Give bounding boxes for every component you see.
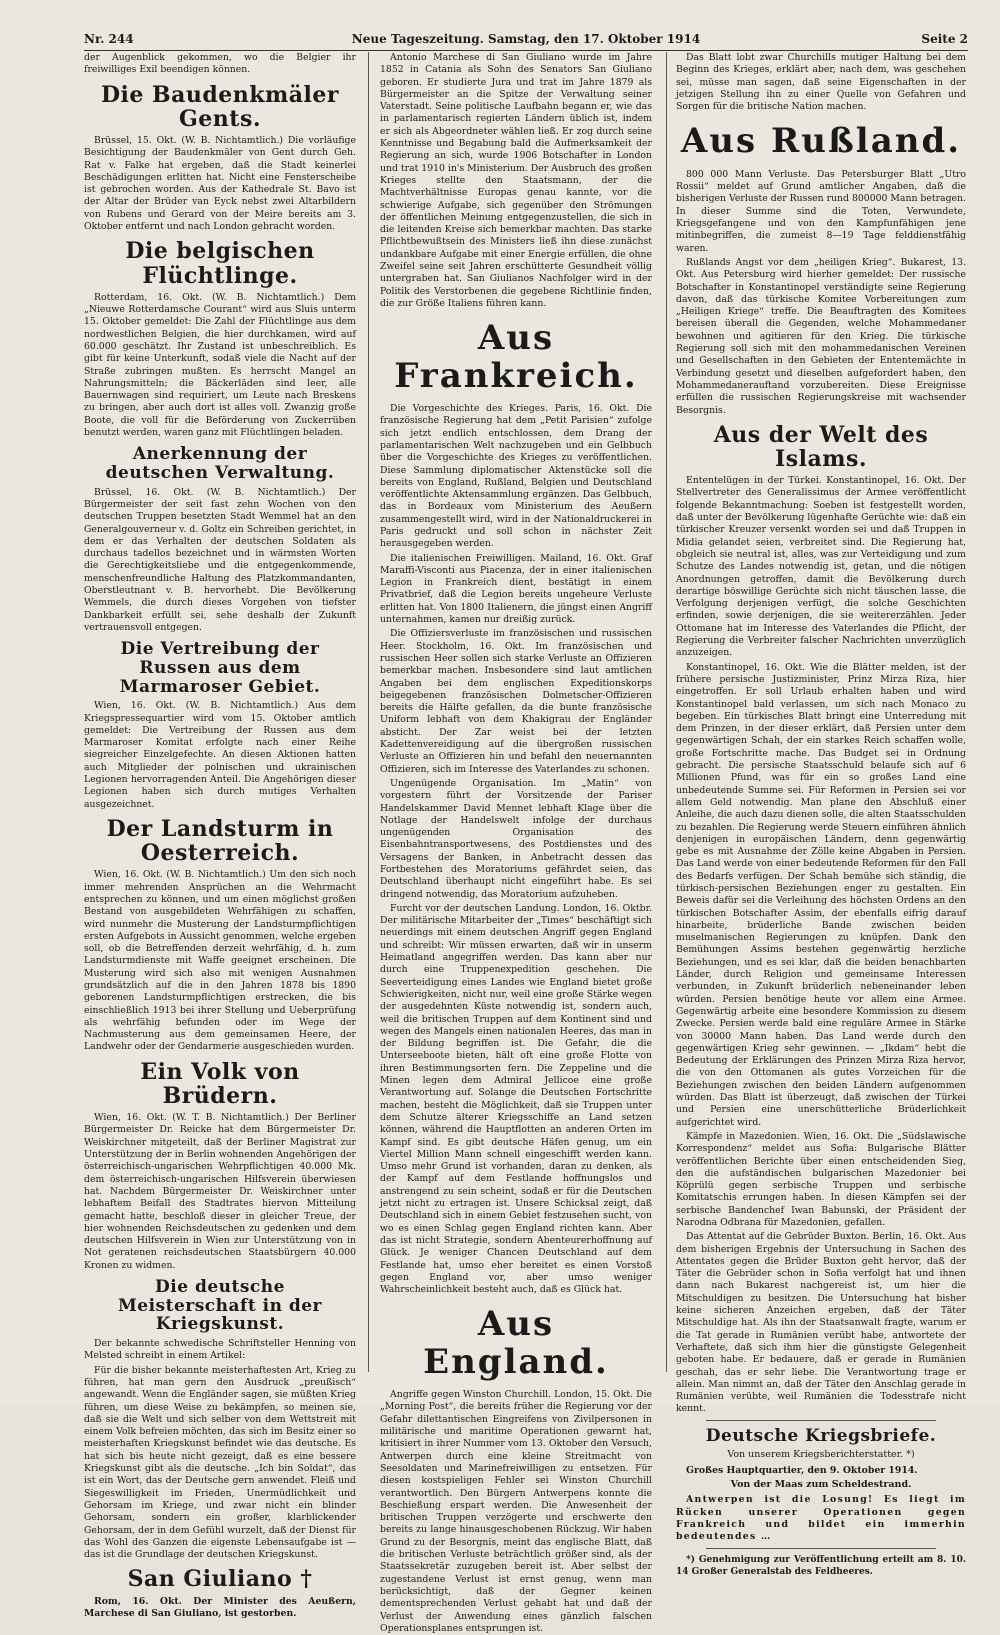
article-text: Angriffe gegen Winston Churchill. London, 15. Okt. Die „Morning Post“, die bereits früher die Regierung vor der Gefahr dilettantischen Eingreifens von Zivilpersonen in militärische und maritime Operationen gewarnt hat, kritisiert in ihrer Nummer vom 13. Oktober den Versuch, Antwerpen durch eine kleine Streitmacht von Seesoldaten und Marinefreiwilligen zu entsetzen. Für diesen kostspieligen Fehler sei Winston Churchill verantwortlich. Den Bürgern Antwerpens konnte die Beschießung erspart werden. Die Anwesenheit der britischen Truppen verzögerte und erschwerte den bereits zu lange hinausgeschobenen Rückzug. Wir haben Grund zu der Besorgnis, meint das englische Blatt, daß die britischen Verluste beträchtlich größer sind, als der Staatssekretär zuzugeben bereit ist. Aber selbst der zugestandene Verlust ist ernst genug, wenn man berücksichtigt, daß der Gegner keinen dementsprechenden Verlust gehabt hat und daß der Verlust der Anwendung eines gänzlich falschen Operationsplanes entsprungen ist.	[380, 1389, 652, 1634]
column-rule-1	[368, 52, 369, 1372]
headline-baudenkmaeler: Die Baudenkmäler Gents.	[100, 81, 340, 132]
article-text: Brüssel, 15. Okt. (W. B. Nichtamtlich.) Die vorläufige Besichtigung der Baudenkmäler von Gent durch Geh. Rat v. Falke hat ergeben, daß die Stadt keinerlei Beschädigungen erlitten hat. Nicht eine Fensterscheibe ist gebrochen worden. Aus der Kathedrale St. Bavo ist der Altar der Brüder van Eyck nebst zwei Altarbildern von Rubens und Gerard von der Meire bereits am 3. Oktober entfernt und nach London gebracht worden.	[84, 134, 356, 233]
headline-kriegsbriefe: Deutsche Kriegsbriefe.	[705, 1425, 937, 1446]
article-text: Das Blatt lobt zwar Churchills mutiger Haltung bei dem Beginn des Krieges, erklärt aber, nach dem, was geschehen sei, müsse man sagen, daß seine Eigenschaften in der jetzigen Stellung ihn zu einer Quelle von Gefahren und Sorgen für die britische Nation machen.	[676, 52, 966, 113]
article-text: Für die bisher bekannte meisterhaftesten Art, Krieg zu führen, hat man gern den Ausdruck „preußisch“ angewandt. Wenn die Engländer sagen, sie müßten Krieg führen, um diese Weise zu bekämpfen, so meinen sie, daß sie die Welt und sich selber von dem Wettstreit mit einem Volk befreien möchten, das sich im Besitz einer so meisterhaften Kriegskunst befindet wie das deutsche. Es hat sich bis heute nicht gezeigt, daß es eine bessere Kriegskunst gibt als die deutsche. „Ich bin Soldat“, das ist ein Wort, das der Deutsche gern anwendet. Fleiß und Siegeswilligkeit im Frieden, Unermüdlichkeit und Gehorsam im Kriege, und zwar nicht ein blinder Gehorsam, sondern ein großer, klarblickender Gehorsam, der in dem Gefühl wurzelt, daß der Dienst für das Wohl des Ganzen die eigenste Lebensaufgabe ist — das ist die Grundlage der deutschen Kriegskunst.	[84, 1364, 356, 1561]
article-text: Rußlands Angst vor dem „heiligen Krieg“. Bukarest, 13. Okt. Aus Petersburg wird hierher gemeldet: Der russische Botschafter in Konstantinopel verständigte seine Regierung davon, daß das türkische Komitee Vorbereitungen zum „Heiligen Kriege“ treffe. Die Beauftragten des Komitees bereisen überall die Gegenden, welche Mohammedaner bewohnen und agitieren für den Krieg. Die türkische Regierung soll sich mit den mohammedanischen Vereinen und Gesellschaften in den Gebieten der Ententemächte in Verbindung gesetzt und dieselben aufgefordert haben, den Mohammedanerauftand vorzubereiten. Diese Ereignisse erfüllen die russischen Regierungskreise mit wachsender Besorgnis.	[676, 256, 966, 416]
headline-aus-frankreich: Aus Frankreich.	[394, 318, 638, 396]
article-text: Wien, 16. Okt. (W. B. Nichtamtlich.) Um den sich noch immer mehrenden Ansprüchen an die Wehrmacht entsprechen zu können, und um einen möglichst großen Bestand von ausgebildeten Wehrfähigen zu schaffen, wird nunmehr die Musterung der Landsturmpflichtigen ersten Aufgebots in Aussicht genommen, welche ergeben soll, ob die Betreffenden derzeit wehrfähig, d. h. zum Landsturmdienste mit Waffe geeignet erscheinen. Die Musterung wird sich also mit wenigen Ausnahmen grundsätzlich auf die in den Jahren 1878 bis 1890 geborenen Landsturmpflichtigen erstrecken, die bis einschließlich 1913 bei ihrer Stellung und Ueberprüfung als wehrfähig befunden oder im Wege der Nachmusterung aus dem gemeinsamen Heere, der Landwehr oder der Gendarmerie ausgeschieden wurden.	[84, 869, 356, 1053]
article-text: 800 000 Mann Verluste. Das Petersburger Blatt „Utro Rossii“ meldet auf Grund amtlicher Angaben, daß die bisherigen Verluste der Russen rund 800000 Mann betragen. In dieser Summe sind die Toten, Verwundete, Kriegsgefangene und von den Kampfunfähigen jene mitinbegriffen, die zumeist 8—19 Tage felddienstfähig waren.	[676, 168, 966, 254]
dateline: Großes Hauptquartier, den 9. Oktober 1914.	[686, 1464, 918, 1476]
article-text: Rom, 16. Okt. Der Minister des Aeußern, Marchese di San Giuliano, ist gestorben.	[84, 1595, 356, 1619]
article-text: Die italienischen Freiwilligen. Mailand, 16. Okt. Graf Maraffi-Visconti aus Piacenza, der in einer italienischen Legion in Frankreich dient, bestätigt in einem Privatbrief, daß die Legion bereits ungeheure Verluste erlitten hat. Von 1800 Italienern, die jüngst einen Angriff unternahmen, kamen nur dreißig zurück.	[380, 552, 652, 626]
article-text: Antonio Marchese di San Giuliano wurde im Jahre 1852 in Catania als Sohn des Senators San Giuliano geboren. Er studierte Jura und trat im Jahre 1879 als Bürgermeister an die Spitze der Verwaltung seiner Vaterstadt. Seine politische Laufbahn begann er, wie das in parlamentarisch regierten Ländern üblich ist, indem er sich als Abgeordneter wählen ließ. Er zog durch seine Kenntnisse und Begabung bald die Aufmerksamkeit der Regierung an sich, wurde 1906 Botschafter in London und trat 1910 in's Ministerium. Der Ausbruch des großen Krieges stellte den Staatsmann, der die Machtverhältnisse Europas genau kannte, vor die schwierige Aufgabe, sich gegenüber den Strömungen der öffentlichen Meinung entgegenzustellen, die sich in die leitenden Kreise sich bemerkbar machten. Das starke Pflichtbewußtsein des Ministers ließ ihn diese zunächst undankbare Aufgabe mit einer Energie erfüllen, die ohne Zweifel seine seit Jahren erschütterte Gesundheit völlig untergraben hat. San Giulianos Nachfolger wird in der Politik des Verstorbenen die gegebene Richtlinie finden, die zur Größe Italiens führen kann.	[380, 52, 652, 309]
headline-landsturm: Der Landsturm in Oesterreich.	[106, 815, 334, 867]
headline-anerkennung: Anerkennung der deutschen Verwaltung.	[105, 444, 335, 483]
section-divider	[706, 1420, 936, 1421]
article-text: Die Offiziersverluste im französischen und russischen Heer. Stockholm, 16. Okt. Im französischen und russischen Heer sollen sich starke Verluste an Offizieren bemerkbar machen. Insbesondere sind laut amtlichen Angaben bei dem englischen Expeditionskorps beigegebenen französischen Dolmetscher-Offizieren bereits die Hälfte gefallen, da die bunte französische Uniform lebhaft von dem Khakigrau der Engländer absticht. Der Zar weist bei der letzten Kadettenvereidigung auf die übergroßen russischen Verluste an Offizieren hin und befahl den neuernannten Offizieren, sich im Interesse des Vaterlandes zu schonen.	[380, 628, 652, 775]
article-text: Furcht vor der deutschen Landung. London, 16. Oktbr. Der militärische Mitarbeiter der „Times“ beschäftigt sich neuerdings mit einem deutschen Angriff gegen England und schreibt: Wir müssen erwarten, daß wir in unserm Heimatland angegriffen werden. Das kann aber nur durch eine Truppenexpedition geschehen. Die Seeverteidigung eines Landes wie England bietet große Schwierigkeiten, nicht nur, weil eine große Stärke wegen der ausgedehnten Küste notwendig ist, sondern auch, weil die britischen Truppen auf dem Kontinent sind und wegen des Mangels einen nationalen Heeres, das man in der Bildung begriffen ist. Die Gefahr, die die Unterseeboote bieten, hält oft eine große Flotte von ihren Bestimmungsorten fern. Die Zeppeline und die Minen legen dem Admiral Jellicoe eine große Verantwortung auf. Solange die Deutschen Fortschritte machen, besteht die Möglichkeit, daß sie Truppen unter dem Schutze älterer Kriegsschiffe an Land setzen können, während die Hauptflotten an anderen Orten im Kampf sind. Es gibt deutsche Häfen genug, um ein Viertel Million Mann schnell eingeschifft werden kann. Umso mehr Grund ist vorhanden, daran zu denken, als der Kampf auf dem Festlande hoffnungslos und anstrengend zu sein scheint, sodaß er für die Deutschen jetzt nicht zu ertragen ist. Unsere Schicksal zeigt, daß Deutschland sich in einem Gebiet festzusehen sucht, von wo es einen Schlag gegen England richten kann. Aber das ist nicht Strategie, sondern Abenteurerhoffnung auf Glück. Je weniger Chancen Deutschland auf dem Festlande hat, umso eher bereitet es einen Vorstoß gegen England vor, aber umso weniger Wahrscheinlichkeit besteht auch, daß es Glück hat.	[380, 902, 652, 1296]
article-text: Ungenügende Organisation. Im „Matin“ von vorgestern führt der Vorsitzende der Pariser Handelskammer David Mennet lebhaft Klage über die Notlage der Handelswelt infolge der durchaus ungenügenden Organisation des Eisenbahntransportwesens, des Postdienstes und des Versagens der Banken, in Anbetracht dessen das Fortbestehen des Moratoriums gefährdet seien, das Deutschland überhaupt nicht eingeführt habe. Es sei dringend notwendig, das Moratorium aufzuheben.	[380, 777, 652, 900]
masthead	[84, 28, 968, 51]
footnote-divider	[706, 1548, 936, 1549]
subheadline: Von der Maas zum Scheldestrand.	[730, 1479, 912, 1491]
byline: Von unserem Kriegsberichterstatter. *)	[727, 1449, 915, 1461]
headline-volk-von-bruedern: Ein Volk von Brüdern.	[140, 1058, 300, 1109]
article-text: Wien, 16. Okt. (W. T. B. Nichtamtlich.) Der Berliner Bürgermeister Dr. Reicke hat dem Bürgermeister Dr. Weiskirchner mitgeteilt, daß der Berliner Magistrat zur Unterstützung der in Berlin wohnenden Angehörigen der österreichisch-ungarischen Wehrpflichtigen 40.000 Mk. dem österreichisch-ungarischen Hilfsverein überwiesen hat. Nachdem Bürgermeister Dr. Weiskirchner unter lebhaftem Beifall des Stadtrates hiervon Mitteilung gemacht hatte, beschloß dieser in gleicher Treue, der hier wohnenden Reichsdeutschen zu gedenken und dem deutschen Hilfsverein in Wien zur Unterstützung von in Not geratenen reichsdeutschen Staatsbürgern 40.000 Kronen zu widmen.	[84, 1112, 356, 1271]
page-number: Seite 2	[921, 32, 968, 46]
article-text: Die Vorgeschichte des Krieges. Paris, 16. Okt. Die französische Regierung hat dem „Petit Parisien“ zufolge sich jetzt endlich entschlossen, dem Drang der parlamentarischen Welt nachzugeben und ein Gelbbuch über die Vorgeschichte des Krieges zu veröffentlichen. Diese Sammlung diplomatischer Aktenstücke soll die bereits von England, Rußland, Belgien und Deutschland veröffentlichte Aktensammlung ergänzen. Das Gelbbuch, das in Bordeaux vom Ministerium des Aeußern zusammengestellt wird, wird in der Nationaldruckerei in Paris gedruckt und soll schon in nächster Zeit herausgegeben werden.	[380, 403, 652, 550]
issue-number: Nr. 244	[84, 32, 134, 46]
headline-san-giuliano: San Giuliano †	[127, 1566, 313, 1593]
article-text: Antwerpen ist die Losung! Es liegt im Rücken unserer Operationen gegen Frankreich und bildet ein immerhin bedeutendes …	[676, 1494, 966, 1543]
article-text: Kämpfe in Mazedonien. Wien, 16. Okt. Die „Südslawische Korrespondenz“ meldet aus Sofia: Bulgarische Blätter veröffentlichen Berichte über einen entscheidenden Sieg, den die aufständischen bulgarischen Mazedonier bei Köprülü gegen serbische Truppen und serbische Komitatschis errungen haben. In diesen Kämpfen sei der serbische Bandenchef Iwan Babunski, der Präsident der Narodna Odbrana für Mazedonien, gefallen.	[676, 1130, 966, 1228]
column-1	[84, 52, 356, 1619]
headline-meisterschaft: Die deutsche Meisterschaft in der Kriegskunst.	[117, 1277, 323, 1335]
article-text: Wien, 16. Okt. (W. B. Nichtamtlich.) Aus dem Kriegspressequartier wird vom 15. Oktober amtlich gemeldet: Die Vertreibung der Russen aus dem Marmaroser Komitat erfolgte nach einer Reihe siegreicher Einzelgefechte. An diesen Aktionen hatten auch Mitglieder der polnischen und ukrainischen Legionen hervorragenden Anteil. Die Angehörigen dieser Legionen haben sich durch mutiges Verhalten ausgezeichnet.	[84, 700, 356, 810]
headline-welt-des-islams: Aus der Welt des Islams.	[713, 421, 929, 472]
article-text: der Augenblick gekommen, wo die Belgier ihr freiwilliges Exil beendigen können.	[84, 52, 356, 76]
column-3	[676, 52, 966, 1577]
column-2	[380, 52, 652, 1634]
headline-vertreibung: Die Vertreibung der Russen aus dem Marmaroser Gebiet.	[119, 639, 321, 697]
column-rule-2	[666, 52, 667, 1372]
article-text: Der bekannte schwedische Schriftsteller Henning von Melsted schreibt in einem Artikel:	[84, 1338, 356, 1362]
headline-fluechtlinge: Die belgischen Flüchtlinge.	[125, 238, 315, 289]
article-text: Brüssel, 16. Okt. (W. B. Nichtamtlich.) Der Bürgermeister der seit fast zehn Wochen von den deutschen Truppen besetzten Stadt Wemmel hat an den Generalgouverneur v. d. Goltz ein Schreiben gerichtet, in dem er das Verhalten der deutschen Soldaten als durchaus tadellos bezeichnet und in wärmsten Worten die Gerechtigkeitsliebe und die entgegenkommende, menschenfreundliche Haltung des Platzkommandanten, Oberstleutnant v. B. hervorhebt. Die Bevölkerung Wemmels, die durch dieses Vorgehen von tiefster Dankbarkeit erfüllt sei, sehe deshalb der Zukunft vertrauensvoll entgegen.	[84, 486, 356, 633]
article-text: Rotterdam, 16. Okt. (W. B. Nichtamtlich.) Dem „Nieuwe Rotterdamsche Courant“ wird aus Sluis unterm 15. Oktober gemeldet: Die Zahl der Flüchtlinge aus dem nordwestlichen Belgien, die hier durchkamen, wird auf 60.000 geschätzt. Ihr Zustand ist unbeschreiblich. Es gibt für keine Unterkunft, sodaß viele die Nacht auf der Straße zubringen mußten. Es herrscht Mangel an Nahrungsmitteln; die Bäckerläden sind leer, alle Bauernwagen sind requiriert, um Leute nach Breskens zu bringen, aber auch dort ist alles voll. Zwanzig große Boote, die voll für die Beförderung von Zuckerrüben benutzt werden, waren ganz mit Flüchtlingen beladen.	[84, 291, 356, 438]
footnote: *) Genehmigung zur Veröffentlichung erteilt am 8. 10. 14 Großer Generalstab des Feldheeres.	[676, 1554, 966, 1577]
article-text: Ententelügen in der Türkei. Konstantinopel, 16. Okt. Der Stellvertreter des Generalissimus der Armee veröffentlicht folgende Bekanntmachung: Soeben ist festgestellt worden, daß unter der Bevölkerung lügenhafte Gerüchte wie: daß ein türkischer Kreuzer versenkt worden sei und daß Truppen in Midia gelandet seien, verbreitet sind. Die Regierung hat, obgleich sie neutral ist, alles, was zur Verteidigung und zum Schutze des Landes notwendig ist, getan, und die nötigen Anordnungen getroffen, damit die Bevölkerung durch derartige böswillige Gerüchte sich nicht täuschen lasse, die Verfolgung derjenigen verfügt, die solche Geschichten erfinden, sowie derjenigen, die sie weitererzählen. Jeder Ottomane hat im Interesse des Vaterlandes die Pflicht, der Regierung die Verbreiter falscher Nachrichten unverzüglich anzuzeigen.	[676, 475, 966, 659]
article-text: Das Attentat auf die Gebrüder Buxton. Berlin, 16. Okt. Aus dem bisherigen Ergebnis der Untersuchung in Sachen des Attentates gegen die Brüder Buxton geht hervor, daß der Täter die Gebrüder schon in Sofia verfolgt hat und ihnen dann nach Bukarest nachgereist ist, um hier die Mitschuldigen zu besitzen. Die Untersuchung hat bisher keine sicheren Anzeichen ergeben, daß der Täter Mitschuldige hat. Als ihn der Staatsanwalt fragte, warum er die Tat gerade in Rumänien verübt habe, antwortete der Verhaftete, daß sich ihm hier die günstigste Gelegenheit geboten habe. Er bedauere, daß er gerade in Rumänien geschah, das er sehr liebe. Die Verantwortung trage er allein. Man nimmt an, daß der Täter den Anschlag gerade in Rumänien verübte, weil Rumänien die Todesstrafe nicht kennt.	[676, 1231, 966, 1415]
article-text: Konstantinopel, 16. Okt. Wie die Blätter melden, ist der frühere persische Justizminister, Prinz Mirza Riza, hier eingetroffen. Er soll Urlaub erhalten haben und wird Konstantinopel bald verlassen, um sich nach Monaco zu begeben. Ein türkisches Blatt bringt eine Unterredung mit dem Prinzen, in der dieser erklärt, daß Persien unter dem gegenwärtigen Schah, der ein starkes Reich schaffen wolle, große Fortschritte mache. Das Budget sei in Ordnung gebracht. Die persische Staatsschuld belaufe sich auf 6 Millionen Pfund, was für ein so großes Land eine unbedeutende Summe sei. Für Reformen in Persien sei vor allem Geld notwendig. Man plane den Abschluß einer Anleihe, die auch dazu dienen solle, die alten Staatsschulden zu bezahlen. Die Regierung werde Steuern einführen ähnlich denjenigen in europäischen Ländern, denn gegenwärtig gebe es mit Ausnahme der Zölle keine Abgaben in Persien. Das Land werde von einer bedeutende Reformen für den Fall des Bedarfs verfügen. Der Schah bemühe sich ständig, die türkisch-persischen Beziehungen enger zu gestalten. Ein Beweis dafür sei die Verleihung des höchsten Ordens an den türkischen Botschafter Assim, der ebenfalls eifrig darauf hinarbeite, brüderliche Bande zwischen beiden muselmanischen Regierungen zu knüpfen. Dank den Bemühungen Assims bestehen gegenwärtig herzliche Beziehungen, und es sei klar, daß die beiden benachbarten Länder, durch Religion und gemeinsame Interessen verbunden, in Zukunft brüderlich nebeneinander leben würden. Persien benötige heute vor allem eine Armee. Gegenwärtig arbeite eine besondere Kommission zu diesem Zwecke. Persien werde bald eine reguläre Armee in Stärke von 30000 Mann haben. Das Land werde durch den gegenwärtigen Krieg sehr gewinnen. — „Ikdam“ hebt die Bedeutung der Erklärungen des Prinzen Mirza Riza hervor, die von den Ottomanen als gutes Vorzeichen für die Beziehungen zwischen den beiden Ländern aufgenommen würden. Das Blatt ist überzeugt, daß zwischen der Türkei und Persien eine unerschütterliche Brüderlichkeit aufgerichtet wird.	[676, 661, 966, 1128]
headline-aus-russland: Aus Rußland.	[680, 121, 962, 162]
headline-aus-england: Aus England.	[423, 1304, 609, 1382]
newspaper-title-date: Neue Tageszeitung. Samstag, den 17. Oktober 1914	[351, 32, 701, 46]
